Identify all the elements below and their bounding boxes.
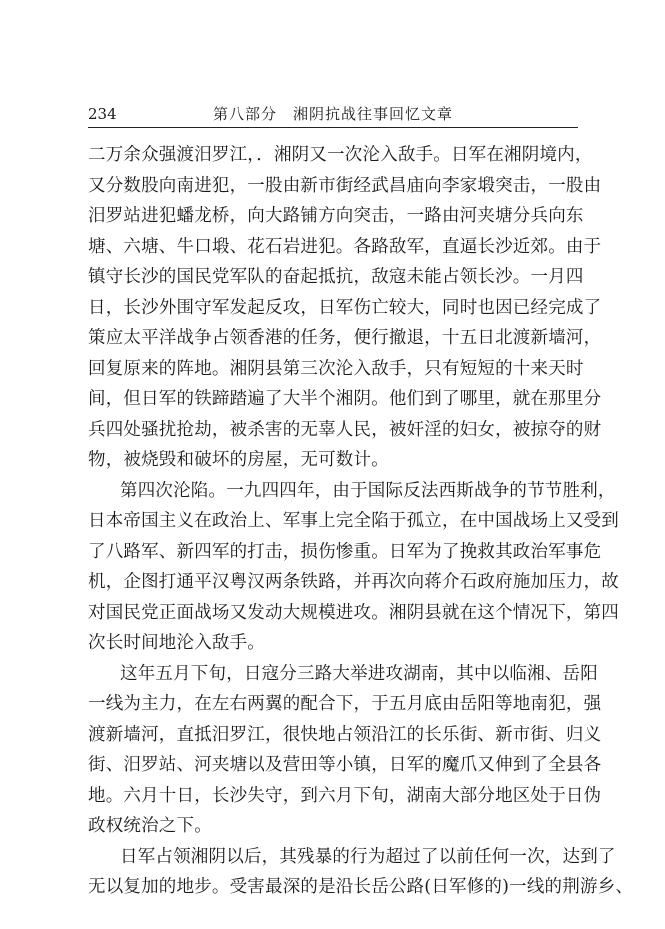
text-line: 无以复加的地步。受害最深的是沿长岳公路(日军修的)一线的荆游乡、 xyxy=(88,877,634,897)
text-line: 日军占领湘阴以后，其残暴的行为超过了以前任何一次，达到了 xyxy=(120,846,616,867)
text-line: 政权统治之下。 xyxy=(88,816,212,836)
text-line: 策应太平洋战争占领香港的任务，便行撤退，十五日北渡新墙河， xyxy=(88,328,602,348)
text-line: 兵四处骚扰抢劫，被杀害的无辜人民，被奸淫的妇女，被掠夺的财 xyxy=(88,419,602,440)
text-line: 间，但日军的铁蹄踏遍了大半个湘阴。他们到了哪里，就在那里分 xyxy=(88,389,602,409)
text-line: 机，企图打通平汉粤汉两条铁路，并再次向蒋介石政府施加压力，故 xyxy=(88,572,619,592)
text-line: 回复原来的阵地。湘阴县第三次沦入敌手，只有短短的十来天时 xyxy=(88,358,584,379)
text-line: 地。六月十日，长沙失守，到六月下旬，湖南大部分地区处于日伪 xyxy=(88,785,602,806)
running-header xyxy=(88,103,578,125)
text-line: 一线为主力，在左右两翼的配合下，于五月底由岳阳等地南犯，强 xyxy=(88,694,602,714)
text-line: 物，被烧毁和破坏的房屋，无可数计。 xyxy=(88,450,389,470)
chapter-title: 第八部分 湘阴抗战往事回忆文章 xyxy=(212,105,453,123)
text-line: 又分数股向南进犯，一股由新市街经武昌庙向李家塅突击，一股由 xyxy=(88,175,602,196)
text-line: 汨罗站进犯蟠龙桥，向大路铺方向突击，一路由河夹塘分兵向东 xyxy=(88,206,584,226)
text-line: 塘、六塘、牛口塅、花石岩进犯。各路敌军，直逼长沙近郊。由于 xyxy=(88,236,602,257)
text-line: 次长时间地沦入敌手。 xyxy=(88,633,265,653)
text-line: 日，长沙外围守军发起反攻，日军伤亡较大，同时也因已经完成了 xyxy=(88,297,602,318)
text-line: 第四次沦陷。一九四四年，由于国际反法西斯战争的节节胜利， xyxy=(120,480,616,501)
text-line: 渡新墙河，直抵汨罗江，很快地占领沿江的长乐街、新市街、归义 xyxy=(88,724,602,745)
text-line: 对国民党正面战场又发动大规模进攻。湘阴县就在这个情况下，第四 xyxy=(88,602,619,623)
text-line: 二万余众强渡汨罗江，．湘阴又一次沦入敌手。日军在湘阴境内， xyxy=(88,145,593,165)
text-line: 街、汨罗站、河夹塘以及营田等小镇，日军的魔爪又伸到了全县各 xyxy=(88,755,602,775)
text-line: 这年五月下旬，日寇分三路大举进攻湖南，其中以临湘、岳阳 xyxy=(120,663,598,684)
body-text xyxy=(88,140,634,903)
header-rule xyxy=(88,127,578,128)
text-line: 镇守长沙的国民党军队的奋起抵抗，敌寇未能占领长沙。一月四 xyxy=(88,267,584,287)
text-line: 了八路军、新四军的打击，损伤惨重。日军为了挽救其政治军事危 xyxy=(88,541,602,562)
text-line: 日本帝国主义在政治上、军事上完全陷于孤立，在中国战场上又受到 xyxy=(88,511,619,531)
page-number: 234 xyxy=(88,105,117,123)
